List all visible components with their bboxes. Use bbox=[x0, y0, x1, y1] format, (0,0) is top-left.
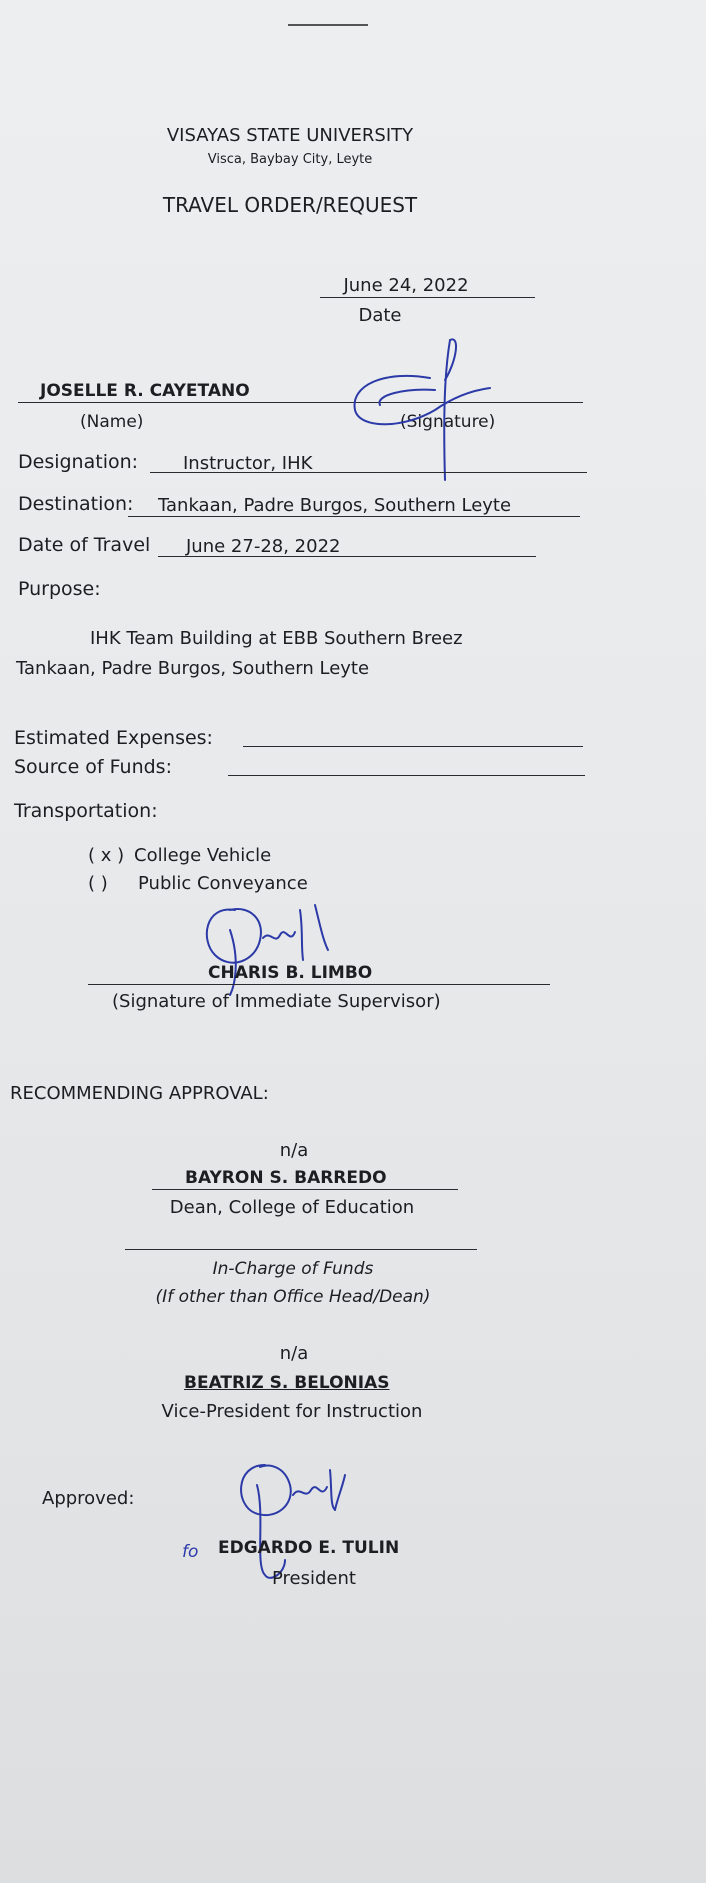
dean-title: Dean, College of Education bbox=[169, 1197, 415, 1218]
requester-name: JOSELLE R. CAYETANO bbox=[40, 381, 250, 401]
vp-note: n/a bbox=[279, 1343, 309, 1364]
name-label: (Name) bbox=[80, 412, 144, 432]
destination-value: Tankaan, Padre Burgos, Southern Leyte bbox=[158, 495, 512, 516]
transport-option-mark: ( ) bbox=[88, 873, 108, 894]
date-underline bbox=[320, 297, 535, 298]
supervisor-name: CHARIS B. LIMBO bbox=[208, 963, 373, 983]
signature-label: (Signature) bbox=[400, 412, 496, 432]
transport-option-mark: ( x ) bbox=[88, 845, 125, 866]
transport-option-label: College Vehicle bbox=[134, 845, 272, 866]
recommending-label: RECOMMENDING APPROVAL: bbox=[10, 1083, 269, 1104]
dean-name: BAYRON S. BARREDO bbox=[185, 1168, 387, 1188]
dean-note: n/a bbox=[279, 1140, 309, 1161]
funds-underline bbox=[125, 1249, 477, 1250]
estimated-expenses-label: Estimated Expenses: bbox=[14, 727, 213, 749]
vp-title: Vice-President for Instruction bbox=[161, 1401, 423, 1422]
university-address: Visca, Baybay City, Leyte bbox=[207, 152, 373, 167]
designation-value: Instructor, IHK bbox=[183, 453, 313, 474]
top-rule bbox=[288, 24, 368, 26]
for-mark: fo bbox=[182, 1542, 199, 1562]
date-of-travel-label: Date of Travel bbox=[18, 534, 151, 556]
dean-underline bbox=[152, 1189, 458, 1190]
purpose-text-line2: Tankaan, Padre Burgos, Southern Leyte bbox=[16, 658, 370, 679]
supervisor-caption: (Signature of Immediate Supervisor) bbox=[112, 991, 441, 1012]
date-of-travel-value: June 27-28, 2022 bbox=[186, 536, 341, 557]
date-value: June 24, 2022 bbox=[343, 275, 469, 296]
president-name: EDGARDO E. TULIN bbox=[218, 1538, 400, 1558]
university-name: VISAYAS STATE UNIVERSITY bbox=[166, 125, 414, 146]
source-of-funds-underline bbox=[228, 775, 585, 776]
designation-underline bbox=[150, 472, 587, 473]
transport-option-label: Public Conveyance bbox=[138, 873, 308, 894]
vp-name: BEATRIZ S. BELONIAS bbox=[184, 1373, 390, 1393]
destination-label: Destination: bbox=[18, 493, 134, 515]
date-of-travel-underline bbox=[158, 556, 536, 557]
estimated-expenses-underline bbox=[243, 746, 583, 747]
funds-note: (If other than Office Head/Dean) bbox=[155, 1287, 431, 1307]
requester-underline bbox=[18, 402, 583, 403]
source-of-funds-label: Source of Funds: bbox=[14, 756, 172, 778]
purpose-text-line1: IHK Team Building at EBB Southern Breez bbox=[90, 628, 463, 649]
destination-underline bbox=[128, 516, 580, 517]
president-title: President bbox=[272, 1568, 356, 1589]
transportation-label: Transportation: bbox=[14, 800, 158, 822]
designation-label: Designation: bbox=[18, 451, 139, 473]
requester-signature bbox=[345, 330, 495, 490]
form-title: TRAVEL ORDER/REQUEST bbox=[162, 193, 418, 217]
approved-label: Approved: bbox=[42, 1488, 135, 1509]
supervisor-underline bbox=[88, 984, 550, 985]
funds-label: In-Charge of Funds bbox=[212, 1259, 374, 1279]
purpose-label: Purpose: bbox=[18, 578, 101, 600]
date-label: Date bbox=[358, 305, 402, 326]
